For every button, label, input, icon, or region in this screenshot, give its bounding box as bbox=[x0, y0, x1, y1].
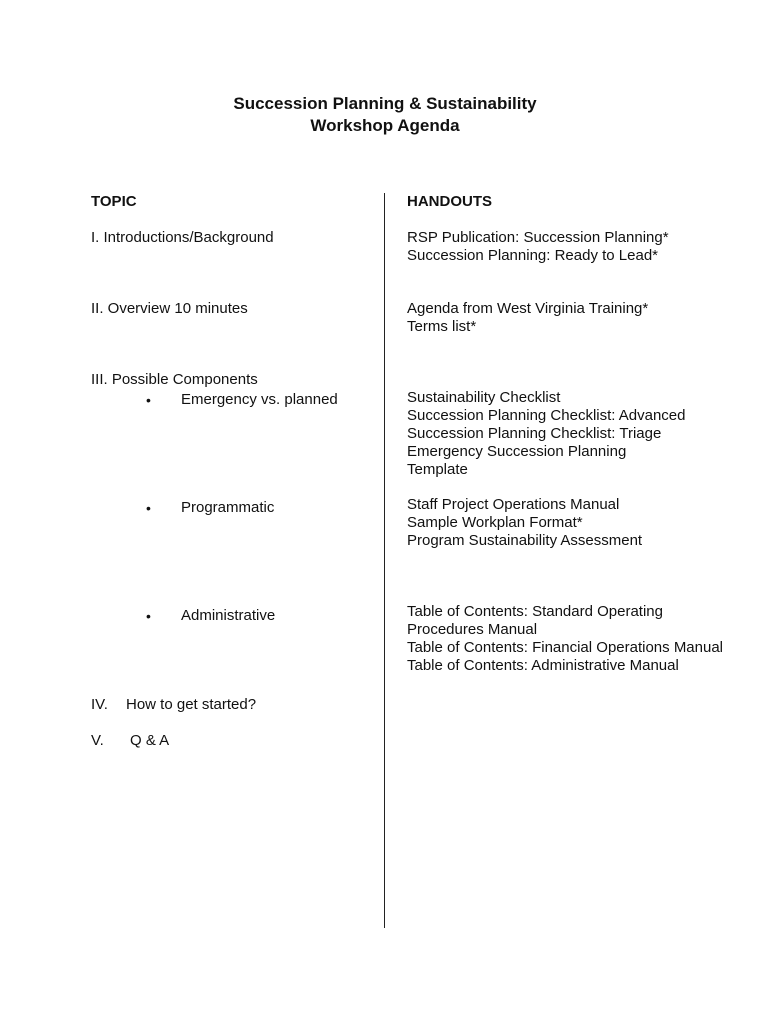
topic-item-1: I. Introductions/Background bbox=[91, 229, 274, 246]
topic-column-header: TOPIC bbox=[91, 193, 137, 210]
handout-line: Sustainability Checklist bbox=[407, 389, 561, 406]
topic-item-3-sub-1: Emergency vs. planned bbox=[181, 391, 338, 408]
handout-line: Procedures Manual bbox=[407, 621, 538, 638]
column-divider bbox=[384, 193, 385, 928]
topic-item-3: III. Possible Components bbox=[91, 371, 258, 388]
bullet-icon: • bbox=[146, 608, 151, 624]
bullet-icon: • bbox=[146, 392, 151, 408]
handout-line: Template bbox=[407, 461, 468, 478]
handouts-column-header: HANDOUTS bbox=[407, 193, 492, 210]
document-title: Succession Planning & Sustainability bbox=[233, 94, 537, 113]
handout-line: Sample Workplan Format* bbox=[407, 514, 583, 531]
topic-item-5-number: V. bbox=[91, 732, 104, 749]
handout-line: Succession Planning: Ready to Lead* bbox=[407, 247, 659, 264]
handout-line: Staff Project Operations Manual bbox=[407, 496, 620, 513]
handout-line: Succession Planning Checklist: Triage bbox=[407, 425, 662, 442]
handout-line: Table of Contents: Standard Operating bbox=[407, 603, 663, 620]
handout-line: Succession Planning Checklist: Advanced bbox=[407, 407, 686, 424]
handout-line: Emergency Succession Planning bbox=[407, 443, 627, 460]
handout-line: Table of Contents: Financial Operations Manual bbox=[407, 639, 724, 656]
topic-item-3-sub-2: Programmatic bbox=[181, 499, 275, 516]
topic-item-4-number: IV. bbox=[91, 696, 108, 713]
handout-line: Program Sustainability Assessment bbox=[407, 532, 643, 549]
handout-line: Table of Contents: Administrative Manual bbox=[407, 657, 679, 674]
topic-item-5: Q & A bbox=[130, 732, 170, 749]
topic-item-2: II. Overview 10 minutes bbox=[91, 300, 248, 317]
topic-item-4: How to get started? bbox=[126, 696, 257, 713]
document-subtitle: Workshop Agenda bbox=[310, 116, 460, 135]
bullet-icon: • bbox=[146, 500, 151, 516]
topic-item-3-sub-3: Administrative bbox=[181, 607, 276, 624]
handout-line: RSP Publication: Succession Planning* bbox=[407, 229, 669, 246]
handout-line: Terms list* bbox=[407, 318, 477, 335]
handout-line: Agenda from West Virginia Training* bbox=[407, 300, 649, 317]
